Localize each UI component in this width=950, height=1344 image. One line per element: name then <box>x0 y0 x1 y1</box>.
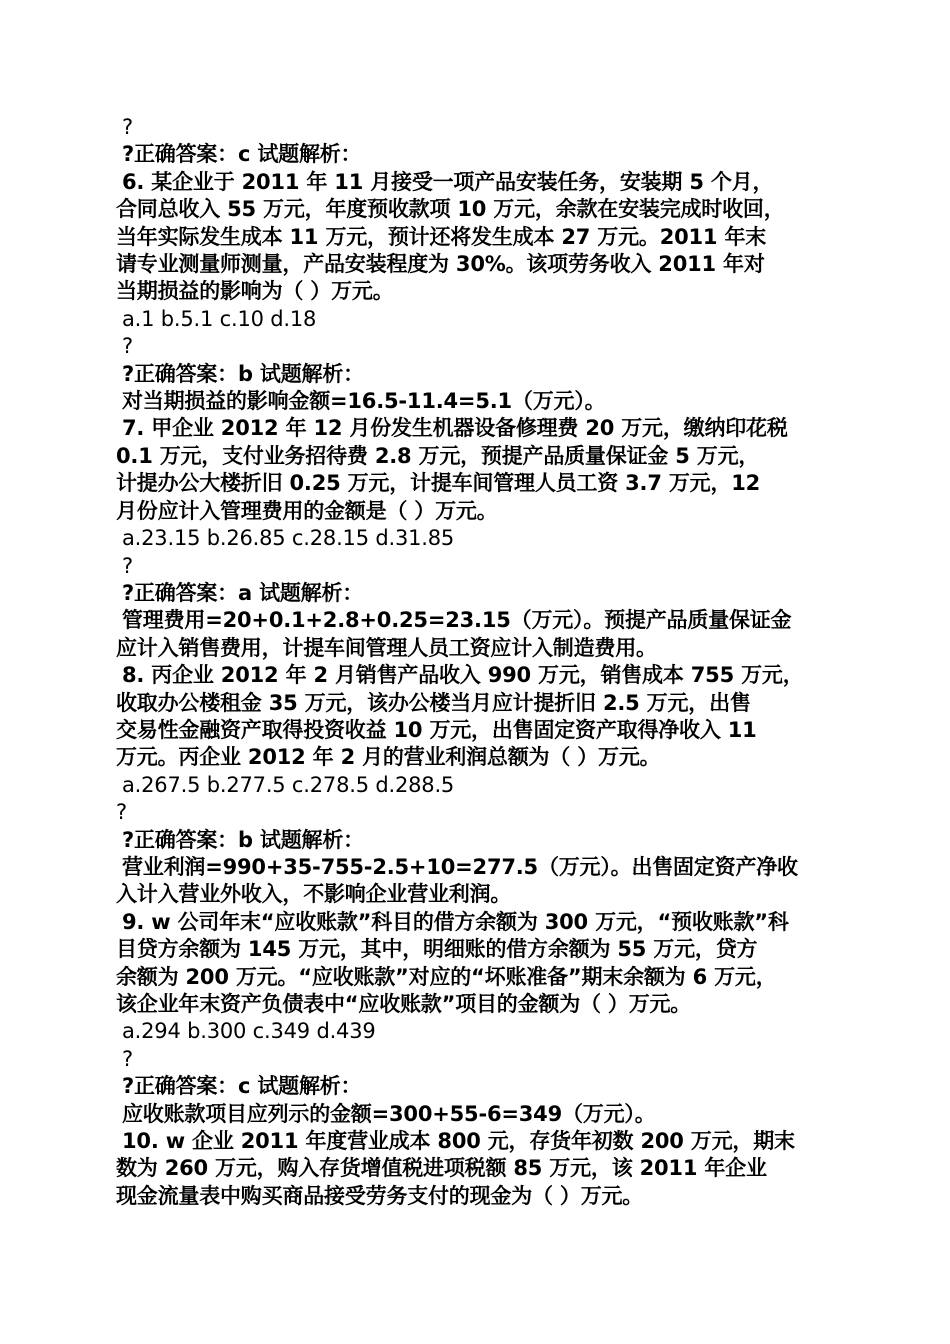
text-line: 数为 260 万元，购入存货增值税进项税额 85 万元，该 2011 年企业 <box>116 1156 767 1181</box>
text-line: 应计入销售费用，计提车间管理人员工资应计入制造费用。 <box>116 635 657 660</box>
text-line: 7. 甲企业 2012 年 12 月份发生机器设备修理费 20 万元，缴纳印花税 <box>122 416 788 441</box>
text-line: ?正确答案：c 试题解析： <box>122 142 362 167</box>
text-line: 交易性金融资产取得投资收益 10 万元，出售固定资产取得净收入 11 <box>116 717 757 742</box>
text-line: ? <box>122 553 133 578</box>
text-line: ? <box>116 800 127 825</box>
text-line: 0.1 万元，支付业务招待费 2.8 万元，预提产品质量保证金 5 万元， <box>116 443 760 468</box>
text-line: a.267.5 b.277.5 c.278.5 d.288.5 <box>122 772 455 797</box>
document-body <box>116 114 840 1210</box>
text-line: 10. w 企业 2011 年度营业成本 800 元，存货年初数 200 万元，期末 <box>122 1129 795 1154</box>
text-line: 营业利润=990+35-755-2.5+10=277.5（万元）。出售固定资产净收 <box>122 854 798 879</box>
text-line: 合同总收入 55 万元，年度预收款项 10 万元，余款在安装完成时收回， <box>116 197 785 222</box>
text-line: 当年实际发生成本 11 万元，预计还将发生成本 27 万元。2011 年末 <box>116 224 767 249</box>
text-line: 万元。丙企业 2012 年 2 月的营业利润总额为（ ）万元。 <box>116 745 661 770</box>
text-line: a.294 b.300 c.349 d.439 <box>122 1019 376 1044</box>
text-line: 管理费用=20+0.1+2.8+0.25=23.15（万元）。预提产品质量保证金 <box>122 608 792 633</box>
text-line: 余额为 200 万元。“应收账款”对应的“坏账准备”期末余额为 6 万元， <box>116 964 777 989</box>
text-line: 当期损益的影响为（ ）万元。 <box>116 279 394 304</box>
text-line: a.23.15 b.26.85 c.28.15 d.31.85 <box>122 526 455 551</box>
text-line: 请专业测量师测量，产品安装程度为 30%。该项劳务收入 2011 年对 <box>116 252 765 277</box>
text-line: 应收账款项目应列示的金额=300+55-6=349（万元）。 <box>122 1101 656 1126</box>
text-line: 目贷方余额为 145 万元，其中，明细账的借方余额为 55 万元，贷方 <box>116 937 758 962</box>
text-line: 8. 丙企业 2012 年 2 月销售产品收入 990 万元，销售成本 755 万元， <box>122 663 804 688</box>
text-line: ?正确答案：a 试题解析： <box>122 580 364 605</box>
text-line: 该企业年末资产负债表中“应收账款”项目的金额为（ ）万元。 <box>116 992 692 1016</box>
text-line: 收取办公楼租金 35 万元，该办公楼当月应计提折旧 2.5 万元，出售 <box>116 690 751 715</box>
text-line: a.1 b.5.1 c.10 d.18 <box>122 306 317 331</box>
text-line: ? <box>122 115 133 139</box>
text-line: 入计入营业外收入，不影响企业营业利润。 <box>116 882 512 907</box>
text-line: ?正确答案：c 试题解析： <box>122 1074 362 1099</box>
text-line: ?正确答案：b 试题解析： <box>122 361 364 386</box>
text-line: ? <box>122 1046 133 1071</box>
text-line: ? <box>122 334 133 359</box>
text-line: 9. w 公司年末“应收账款”科目的借方余额为 300 万元，“预收账款”科 <box>122 909 789 934</box>
text-line: 6. 某企业于 2011 年 11 月接受一项产品安装任务，安装期 5 个月， <box>122 169 774 194</box>
text-line: 月份应计入管理费用的金额是（ ）万元。 <box>116 498 498 523</box>
text-line: 现金流量表中购买商品接受劳务支付的现金为（ ）万元。 <box>116 1183 644 1208</box>
text-line: 计提办公大楼折旧 0.25 万元，计提车间管理人员工资 3.7 万元，12 <box>116 471 761 496</box>
text-line: ?正确答案：b 试题解析： <box>122 827 364 852</box>
text-line: 对当期损益的影响金额=16.5-11.4=5.1（万元）。 <box>122 389 606 414</box>
